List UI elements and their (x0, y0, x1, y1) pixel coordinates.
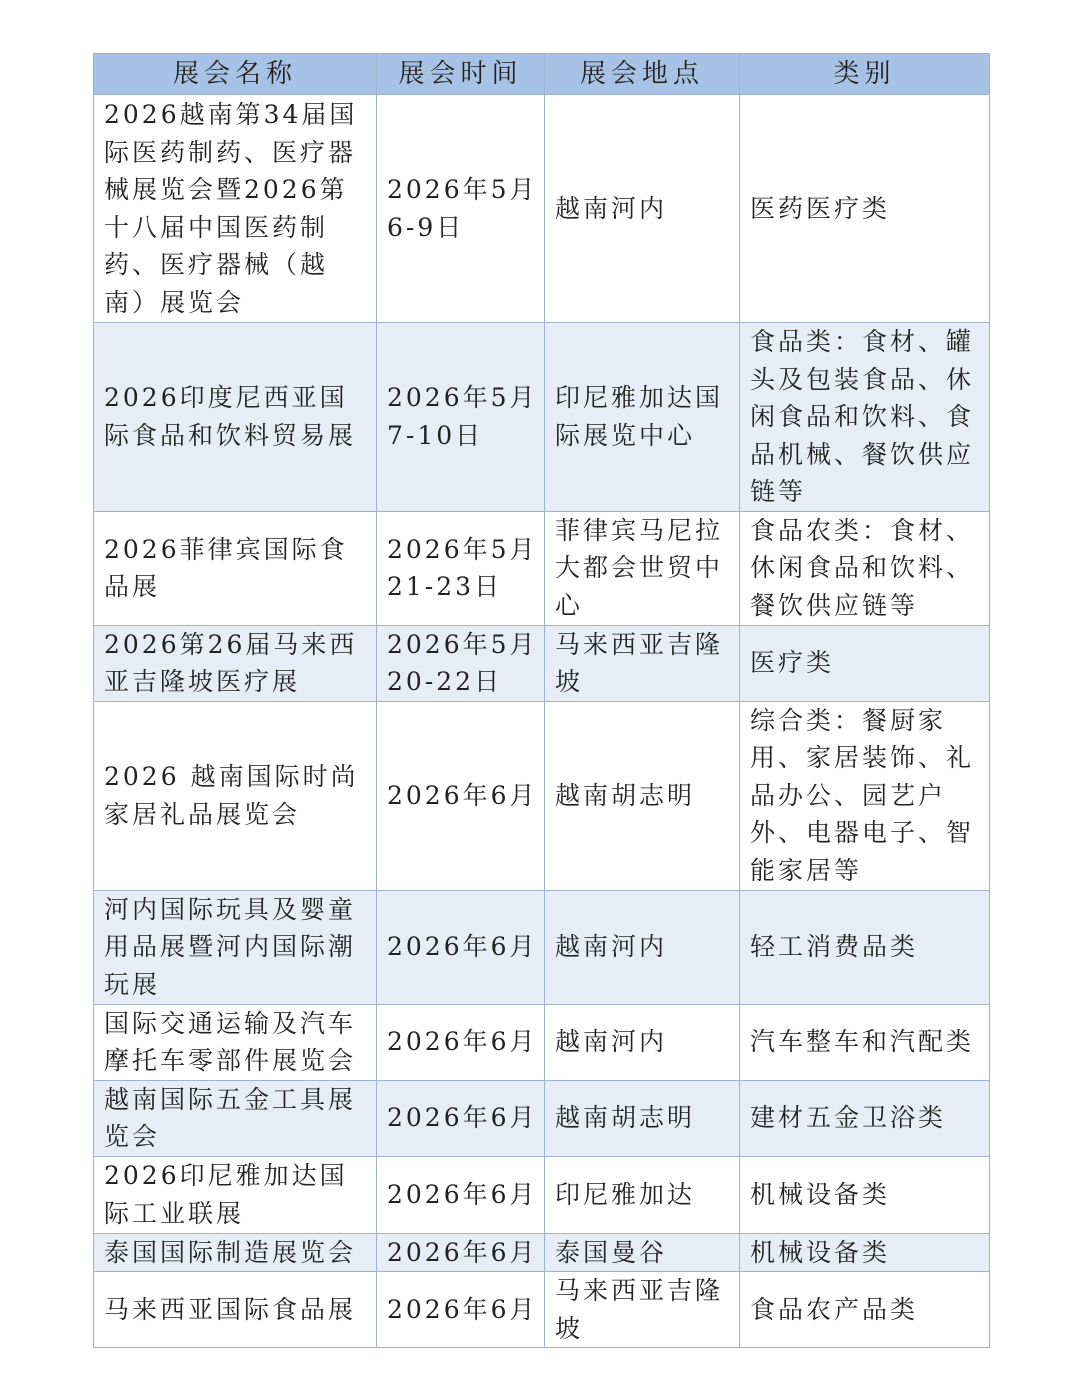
cell-category: 医药医疗类 (740, 95, 990, 323)
cell-exhibition-name: 2026 越南国际时尚家居礼品展览会 (94, 701, 377, 890)
cell-category: 医疗类 (740, 625, 990, 701)
cell-exhibition-time: 2026年6月 (377, 701, 545, 890)
cell-exhibition-time: 2026年6月 (377, 1080, 545, 1156)
cell-category: 建材五金卫浴类 (740, 1080, 990, 1156)
cell-exhibition-time: 2026年6月 (377, 890, 545, 1004)
cell-category: 机械设备类 (740, 1156, 990, 1233)
exhibition-table-container (93, 53, 989, 1348)
header-category: 类别 (740, 54, 990, 95)
table-row (94, 1233, 990, 1272)
cell-exhibition-place: 越南河内 (545, 890, 740, 1004)
exhibition-table (93, 53, 990, 1348)
cell-exhibition-name: 国际交通运输及汽车摩托车零部件展览会 (94, 1004, 377, 1080)
cell-exhibition-name: 泰国国际制造展览会 (94, 1233, 377, 1272)
cell-exhibition-name: 2026印尼雅加达国际工业联展 (94, 1156, 377, 1233)
table-row (94, 1156, 990, 1233)
cell-exhibition-place: 菲律宾马尼拉大都会世贸中心 (545, 511, 740, 625)
table-row (94, 323, 990, 512)
cell-exhibition-name: 2026印度尼西亚国际食品和饮料贸易展 (94, 323, 377, 512)
cell-exhibition-place: 马来西亚吉隆坡 (545, 1272, 740, 1348)
cell-exhibition-time: 2026年6月 (377, 1272, 545, 1348)
cell-exhibition-name: 马来西亚国际食品展 (94, 1272, 377, 1348)
table-row (94, 511, 990, 625)
cell-exhibition-time: 2026年6月 (377, 1156, 545, 1233)
header-exhibition-time: 展会时间 (377, 54, 545, 95)
table-header-row (94, 54, 990, 95)
cell-category: 轻工消费品类 (740, 890, 990, 1004)
table-row (94, 95, 990, 323)
cell-exhibition-place: 印尼雅加达国际展览中心 (545, 323, 740, 512)
table-row (94, 1004, 990, 1080)
cell-category: 食品农产品类 (740, 1272, 990, 1348)
cell-exhibition-place: 越南胡志明 (545, 701, 740, 890)
table-row (94, 890, 990, 1004)
cell-exhibition-place: 越南河内 (545, 95, 740, 323)
cell-category: 综合类：餐厨家用、家居装饰、礼品办公、园艺户外、电器电子、智能家居等 (740, 701, 990, 890)
table-row (94, 1272, 990, 1348)
cell-exhibition-place: 马来西亚吉隆坡 (545, 625, 740, 701)
cell-exhibition-time: 2026年6月 (377, 1233, 545, 1272)
cell-exhibition-place: 泰国曼谷 (545, 1233, 740, 1272)
header-exhibition-place: 展会地点 (545, 54, 740, 95)
cell-exhibition-name: 越南国际五金工具展览会 (94, 1080, 377, 1156)
table-row (94, 625, 990, 701)
cell-exhibition-name: 2026菲律宾国际食品展 (94, 511, 377, 625)
cell-exhibition-place: 越南胡志明 (545, 1080, 740, 1156)
cell-category: 食品农类：食材、休闲食品和饮料、餐饮供应链等 (740, 511, 990, 625)
cell-category: 食品类：食材、罐头及包装食品、休闲食品和饮料、食品机械、餐饮供应链等 (740, 323, 990, 512)
cell-exhibition-time: 2026年6月 (377, 1004, 545, 1080)
cell-exhibition-time: 2026年5月21-23日 (377, 511, 545, 625)
cell-category: 机械设备类 (740, 1233, 990, 1272)
cell-category: 汽车整车和汽配类 (740, 1004, 990, 1080)
cell-exhibition-name: 2026第26届马来西亚吉隆坡医疗展 (94, 625, 377, 701)
cell-exhibition-place: 越南河内 (545, 1004, 740, 1080)
cell-exhibition-place: 印尼雅加达 (545, 1156, 740, 1233)
cell-exhibition-name: 2026越南第34届国际医药制药、医疗器械展览会暨2026第十八届中国医药制药、医疗器械（越南）展览会 (94, 95, 377, 323)
header-exhibition-name: 展会名称 (94, 54, 377, 95)
table-row (94, 1080, 990, 1156)
cell-exhibition-name: 河内国际玩具及婴童用品展暨河内国际潮玩展 (94, 890, 377, 1004)
cell-exhibition-time: 2026年5月20-22日 (377, 625, 545, 701)
table-row (94, 701, 990, 890)
cell-exhibition-time: 2026年5月7-10日 (377, 323, 545, 512)
cell-exhibition-time: 2026年5月6-9日 (377, 95, 545, 323)
